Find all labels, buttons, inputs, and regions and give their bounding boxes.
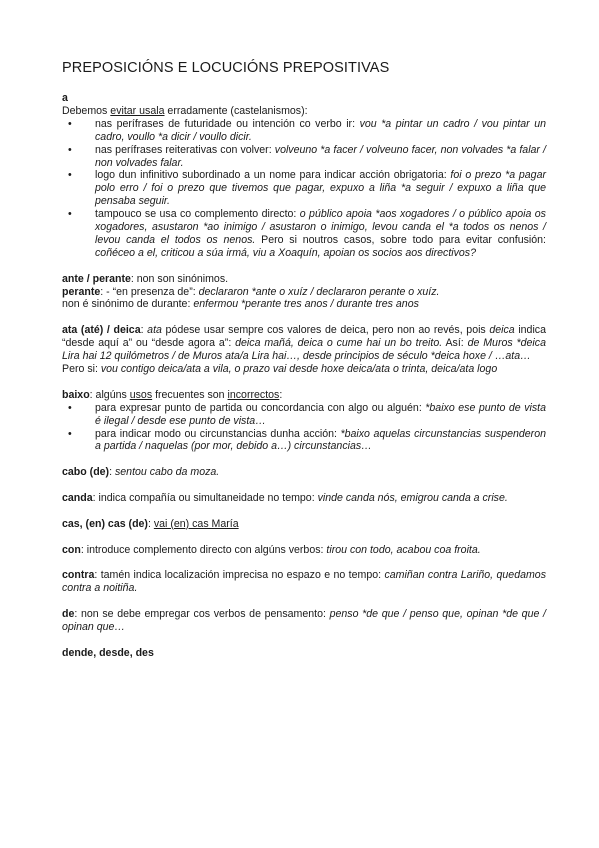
entry-heading: cas, (en) cas (de) — [62, 517, 148, 530]
entry-heading: dende, desde, des — [62, 646, 154, 659]
entry-baixo-list — [62, 402, 546, 454]
entry-a-list — [62, 118, 546, 260]
list-item: • para indicar modo ou circunstancias dunha acción: *baixo aquelas circunstancias suspenderon a partida / naquelas (por mor, debido a…) circunstancias… — [95, 428, 546, 454]
page-title: PREPOSICIÓNS E LOCUCIÓNS PREPOSITIVAS — [62, 60, 390, 76]
list-item: • nas perífrases de futuridade ou intención co verbo ir: vou *a pintar un cadro / vou pintar un cadro, voullo *a dicir / voullo dicir. — [95, 118, 546, 144]
entry-heading: ata (até) / deica — [62, 324, 141, 337]
entry-heading: perante — [62, 285, 101, 298]
entry-canda: canda: indica compañía ou simultaneidade no tempo: vinde canda nós, emigrou canda a crise. — [62, 492, 508, 505]
list-item: • para expresar punto de partida ou concordancia con algo ou alguén: *baixo ese punto de vista é ilegal / desde ese punto de vista… — [95, 402, 546, 428]
entry-de: de: non se debe empregar cos verbos de pensamento: penso *de que / penso que, opinan *de que / opinan que… — [62, 608, 546, 634]
list-item: • logo dun infinitivo subordinado a un nome para indicar acción obrigatoria: foi o prezo *a pagar polo erro / foi o prezo que tivemos que pagar, expuxo a liña *a seguir / expuxo a liña que pensaba seguir. — [95, 169, 546, 208]
entry-dende — [62, 647, 546, 660]
entry-perante: perante: - “en presenza de”: declararon *ante o xuíz / declararon perante o xuíz. — [62, 285, 440, 298]
entry-cas: cas, (en) cas (de): vai (en) cas María — [62, 517, 239, 530]
entry-ante: ante / perante: non son sinónimos. — [62, 272, 229, 285]
entry-heading: contra — [62, 569, 95, 582]
entry-heading: ante / perante — [62, 272, 131, 285]
entry-durante: non é sinónimo de durante: enfermou *perante tres anos / durante tres anos — [62, 298, 419, 311]
entry-heading: a — [62, 92, 68, 104]
entry-heading: de — [62, 608, 75, 621]
entry-cabo: cabo (de): sentou cabo da moza. — [62, 466, 220, 479]
entry-a-intro: Debemos evitar usala erradamente (castelanismos): — [62, 104, 308, 117]
entry-ata-extra: Pero si: vou contigo deica/ata a vila, o prazo vai desde hoxe deica/ata o trinta, deica/ata logo — [62, 363, 498, 375]
entry-heading: baixo — [62, 388, 90, 401]
entry-heading: canda — [62, 492, 93, 505]
list-item: • tampouco se usa co complemento directo: o público apoia *aos xogadores / o público apoia os xogadores, asustaron *ao inimigo / asustaron o inimigo, levou canda el *a todos os nenos / levou canda el todos os nenos. Pero si noutros casos, sobre todo para evitar confusión: coñéceo a el, criticou a súa irmá, viu a Xoaquín, apoian os socios aos directivos? — [95, 208, 546, 260]
entry-ata: ata (até) / deica: ata pódese usar sempre cos valores de deica, pero non ao revés, pois deica indica “desde aquí a” ou “desde agora a”: deica mañá, deica o cume hai un bo treito. Así: de Muros *deica Lira hai 12 quilómetros / de Muros ata/a Lira hai…, desde principios de século *deica hoxe / …ata… — [62, 324, 546, 363]
underlined-text: evitar usala — [110, 104, 165, 117]
entry-contra: contra: tamén indica localización imprecisa no espazo e no tempo: camiñan contra Lariño, quedamos contra a noitiña. — [62, 569, 546, 595]
entry-heading: cabo (de) — [62, 466, 110, 479]
document-page — [62, 60, 546, 660]
entry-a-head — [62, 92, 546, 105]
entry-con: con: introduce complemento directo con algúns verbos: tirou con todo, acabou coa froita. — [62, 543, 481, 556]
entry-heading: con — [62, 543, 81, 556]
list-item: • nas perífrases reiterativas con volver: volveuno *a facer / volveuno facer, non volvades *a falar / non volvades falar. — [95, 144, 546, 170]
entry-baixo: baixo: algúns usos frecuentes son incorrectos: — [62, 388, 283, 401]
